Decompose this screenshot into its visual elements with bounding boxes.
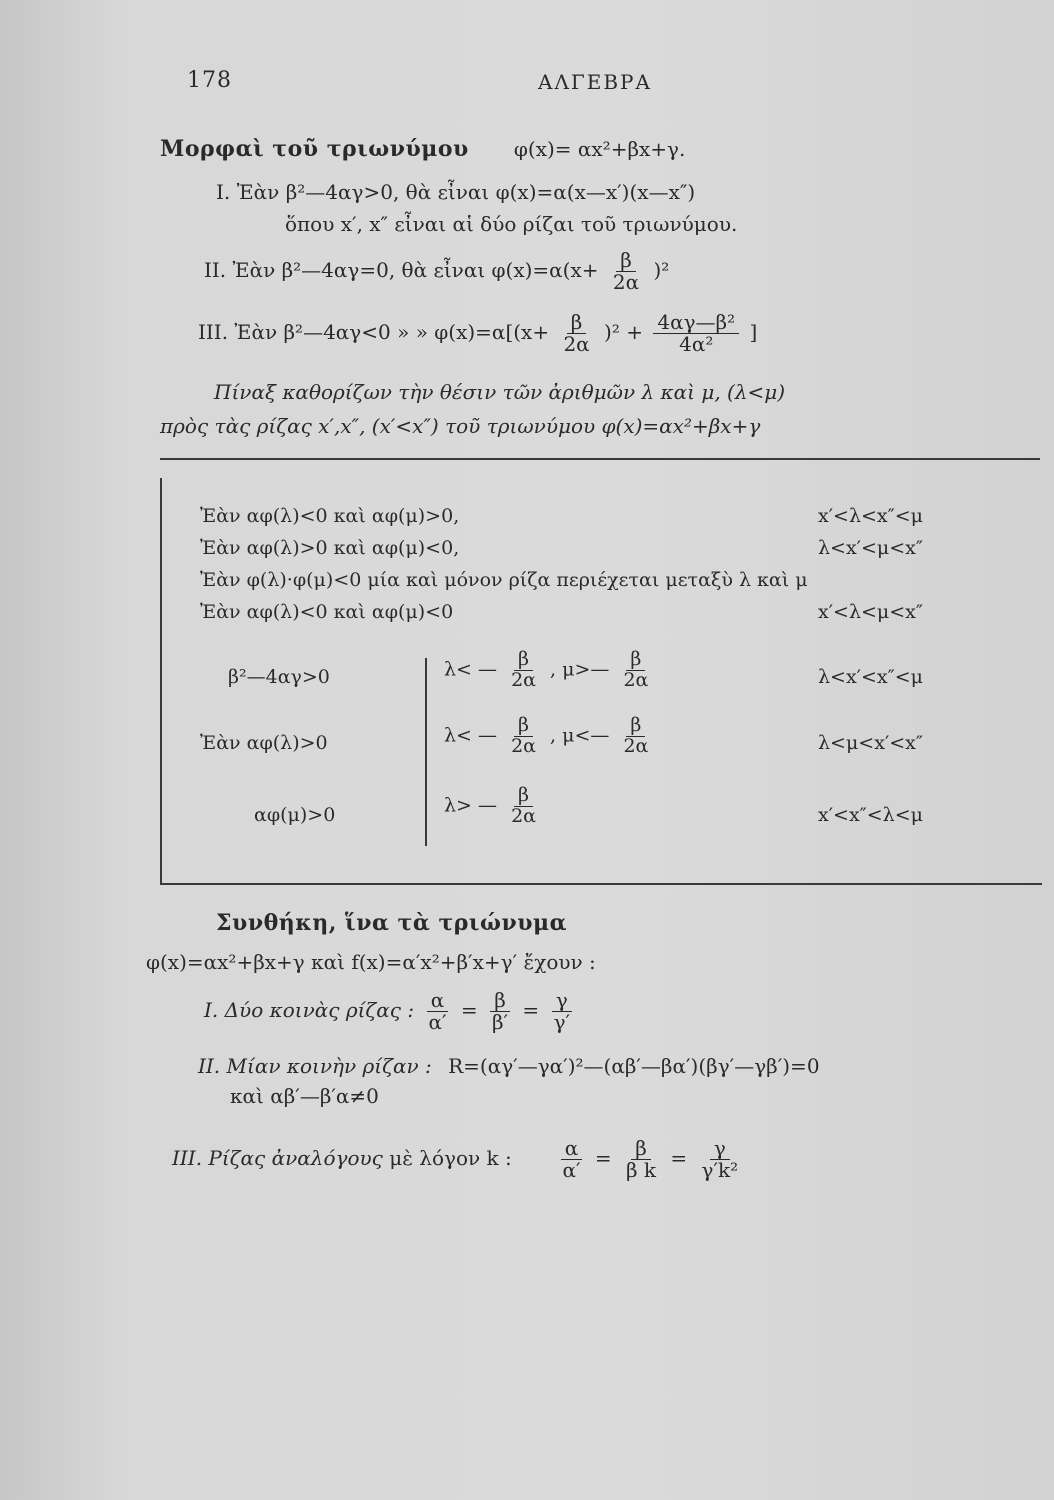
case-3-fraction-2: [653, 312, 739, 355]
condition-2-formula: R=(αγ′—γα′)²—(αβ′—βα′)(βγ′—γβ′)=0: [448, 1054, 820, 1078]
frac-num: β: [631, 1138, 651, 1160]
frac-den: 2α: [511, 668, 536, 691]
sub-1-frac-2: [619, 650, 652, 691]
frac-den: β′: [491, 1010, 509, 1034]
page-number: 178: [187, 68, 232, 93]
frac-den: 2α: [511, 734, 536, 757]
condition-brace: [425, 658, 439, 846]
condition-3: III. Ρίζας ἀναλόγους μὲ λόγον k : $\frac{\alpha}{\alpha'}$ = $\frac{\beta}{\text{β k}}$ = $\frac{\gamma}{\text{γ′k²}}$: [172, 1138, 746, 1181]
table-intro-line-2: πρὸς τὰς ρίζας x′,x″, (x′<x″) τοῦ τριωνύμου φ(x)=αx²+βx+γ: [160, 414, 761, 438]
forms-formula: φ(x)= αx²+βx+γ.: [513, 137, 686, 161]
case-3-den-2: 4α²: [679, 332, 714, 356]
frac-den: 2α: [623, 668, 649, 691]
c1-frac-3: [550, 990, 575, 1033]
c3-frac-2: [622, 1138, 660, 1181]
sub-1-result: λ<x′<x″<μ: [818, 666, 923, 688]
sub-condition-3: [444, 786, 544, 827]
frac-den: α′: [428, 1010, 447, 1034]
c1-frac-1: [424, 990, 450, 1033]
case-2-fraction: [609, 250, 643, 293]
left-condition-2: Ἐὰν αφ(λ)>0: [200, 732, 328, 754]
frac-den: γ′k²: [701, 1158, 739, 1182]
condition-3-mid: μὲ λόγον k :: [389, 1146, 512, 1170]
frac-num: γ: [552, 990, 572, 1012]
case-2-num: β: [616, 250, 636, 272]
frac-num: β: [514, 650, 533, 671]
case-2-den: 2α: [612, 270, 640, 294]
frac-num: β: [490, 990, 510, 1012]
running-title: ΑΛΓΕΒΡΑ: [538, 70, 652, 94]
table-row: Ἐὰν φ(λ)·φ(μ)<0 μία καὶ μόνον ρίζα περιέχεται μεταξὺ λ καὶ μ: [200, 569, 808, 591]
table-top-rule: [160, 458, 1040, 460]
frac-num: β: [514, 786, 533, 807]
frac-num: α: [561, 1138, 583, 1160]
case-3-fraction-1: [559, 312, 593, 355]
conditions-line: φ(x)=αx²+βx+γ καὶ f(x)=α′x²+β′x+γ′ ἔχουν :: [146, 950, 596, 974]
table-row: [200, 505, 459, 527]
case-1-line-1: I. Ἐὰν β²—4αγ>0, θὰ εἶναι φ(x)=α(x—x′)(x—x″): [216, 180, 696, 204]
sub-2-result: λ<μ<x′<x″: [818, 732, 923, 754]
table-row: [200, 601, 453, 623]
frac-den: γ′: [553, 1010, 571, 1034]
left-condition-3: αφ(μ)>0: [254, 804, 336, 826]
case-2-text: II. Ἐὰν β²—4αγ=0, θὰ εἶναι φ(x)=α(x+: [204, 258, 599, 282]
case-3: [198, 312, 757, 355]
condition-1-label: I. Δύο κοινὰς ρίζας :: [204, 998, 415, 1022]
sub-1-frac-1: [507, 650, 540, 691]
condition-2: [198, 1054, 820, 1078]
sub-2-b: , μ<—: [550, 724, 610, 747]
case-3-num-2: 4αγ—β²: [653, 312, 739, 334]
forms-heading: [160, 136, 685, 162]
sub-condition-2: [444, 716, 656, 757]
sub-3-frac: [507, 786, 540, 827]
sub-1-b: , μ>—: [550, 658, 610, 681]
frac-num: γ: [710, 1138, 730, 1160]
case-1-line-2: ὅπου x′, x″ εἶναι αἱ δύο ρίζαι τοῦ τριωνύμου.: [285, 212, 738, 236]
table-row: [200, 537, 459, 559]
c3-frac-3: [698, 1138, 743, 1181]
frac-num: β: [626, 650, 645, 671]
frac-num: β: [626, 716, 645, 737]
frac-num: α: [427, 990, 449, 1012]
condition-3-label: III. Ρίζας ἀναλόγους: [172, 1146, 383, 1170]
case-2: [204, 250, 669, 293]
case-3-den: 2α: [563, 332, 590, 356]
sub-2-frac-2: [619, 716, 652, 757]
frac-den: α′: [562, 1158, 581, 1182]
sub-2-a: λ< —: [444, 724, 498, 747]
row-condition: Ἐὰν αφ(λ)>0 καὶ αφ(μ)<0,: [200, 537, 460, 559]
sub-condition-1: [444, 650, 656, 691]
conditions-title: Συνθήκη, ἵνα τὰ τριώνυμα: [216, 910, 568, 936]
table-intro-line-1: Πίναξ καθορίζων τὴν θέσιν τῶν ἀριθμῶν λ καὶ μ, (λ<μ): [214, 380, 786, 404]
sub-3-result: x′<x″<λ<μ: [818, 804, 923, 826]
sub-1-a: λ< —: [444, 658, 498, 681]
sub-2-frac-1: [507, 716, 540, 757]
row-result: λ<x′<μ<x″: [818, 537, 923, 559]
row-result: x′<λ<μ<x″: [818, 601, 923, 623]
frac-den: β k: [626, 1158, 657, 1182]
case-3-mid: )² +: [604, 320, 643, 344]
condition-1: I. Δύο κοινὰς ρίζας : $\frac{\alpha}{\alpha'}$ = $\frac{\beta}{\beta'}$ = $\frac{\gamma}{\gamma'}$: [204, 990, 578, 1033]
case-3-text: III. Ἐὰν β²—4αγ<0 » » φ(x)=α[(x+: [198, 320, 550, 344]
row-condition: Ἐὰν αφ(λ)<0 καὶ αφ(μ)>0,: [200, 505, 460, 527]
frac-den: 2α: [511, 804, 536, 827]
frac-den: 2α: [623, 734, 649, 757]
forms-title: Μορφαὶ τοῦ τριωνύμου: [160, 136, 469, 162]
left-condition-1: β²—4αγ>0: [228, 666, 330, 688]
case-2-tail: )²: [653, 258, 670, 282]
c1-frac-2: [488, 990, 512, 1033]
condition-2-label: II. Μίαν κοινὴν ρίζαν :: [198, 1054, 432, 1078]
c3-frac-1: [558, 1138, 584, 1181]
case-3-num: β: [567, 312, 587, 334]
condition-2-line-2: καὶ αβ′—β′α≠0: [230, 1084, 379, 1108]
sub-3-a: λ> —: [444, 794, 498, 817]
case-3-tail: ]: [749, 320, 758, 344]
frac-num: β: [514, 716, 533, 737]
row-result: x′<λ<x″<μ: [818, 505, 923, 527]
row-condition: Ἐὰν αφ(λ)<0 καὶ αφ(μ)<0: [200, 601, 454, 623]
